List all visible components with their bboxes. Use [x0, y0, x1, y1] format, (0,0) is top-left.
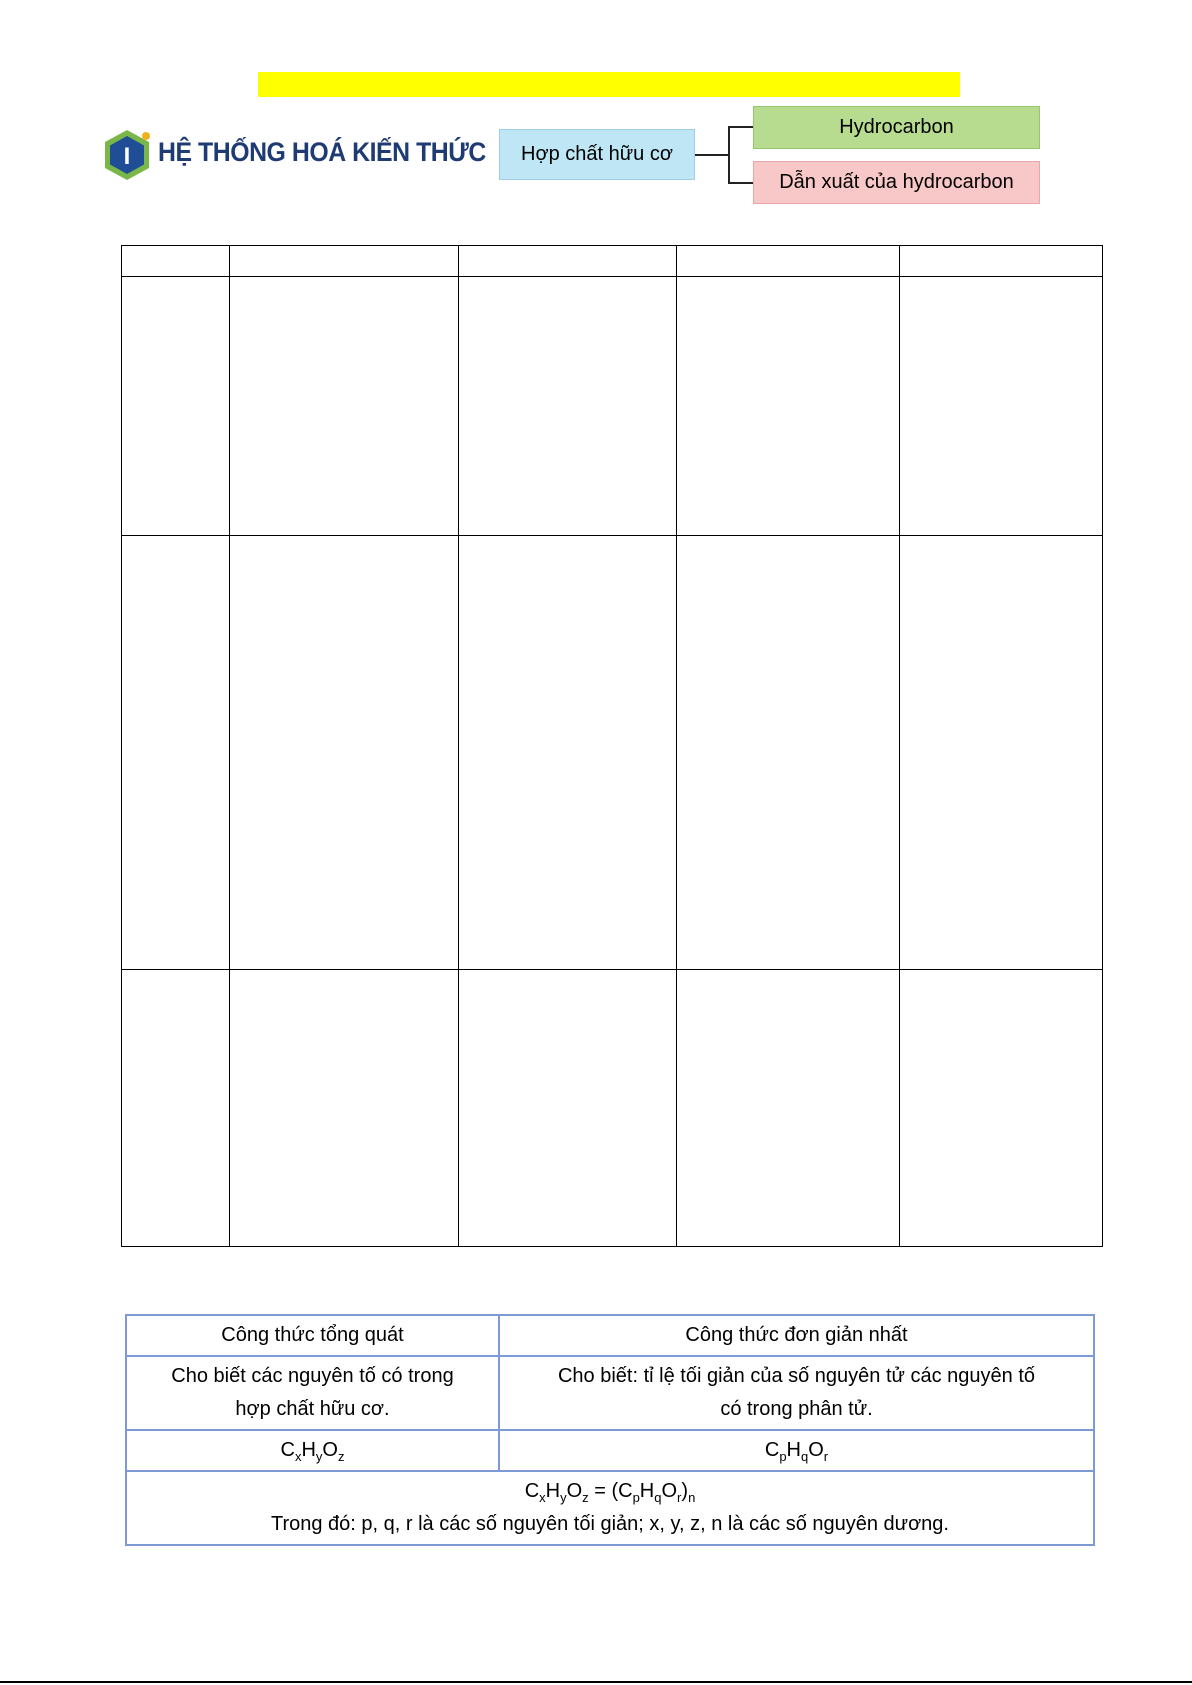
general-formula: $C_xH_yO_z$: [126, 1430, 499, 1471]
table-row: [126, 1430, 1094, 1471]
table-cell: [122, 246, 230, 277]
section-title: HỆ THỐNG HOÁ KIẾN THỨC: [158, 137, 486, 167]
table-row: [126, 1471, 1094, 1545]
simplest-formula-header: Công thức đơn giản nhất: [499, 1315, 1094, 1356]
empty-summary-table: [121, 245, 1103, 1247]
table-cell: [122, 277, 230, 536]
connector-horizontal: [695, 154, 729, 156]
desc-line: Cho biết: tỉ lệ tối giản của số nguyên tử các nguyên tố: [557, 1365, 1036, 1387]
general-formula-header: Công thức tổng quát: [126, 1315, 499, 1356]
desc-line: Cho biết các nguyên tố có trong: [171, 1365, 454, 1387]
formula-relation-cell: [126, 1471, 1094, 1545]
highlight-bar: [258, 72, 960, 97]
table-cell: [459, 277, 677, 536]
general-formula-description: [126, 1356, 499, 1430]
table-row: [126, 1315, 1094, 1356]
simplest-formula-description: [499, 1356, 1094, 1430]
table-cell: [677, 536, 900, 970]
tree-branch-derivative: Dẫn xuất của hydrocarbon: [753, 161, 1040, 204]
table-cell: [230, 246, 459, 277]
table-cell: [230, 536, 459, 970]
formula-table: [125, 1314, 1095, 1546]
desc-line: có trong phân tử.: [720, 1398, 873, 1420]
table-row: [122, 246, 1103, 277]
table-row: [126, 1356, 1094, 1430]
table-row: [122, 970, 1103, 1247]
table-cell: [122, 536, 230, 970]
table-cell: [230, 970, 459, 1247]
table-cell: [900, 536, 1103, 970]
formula-note: Trong đó: p, q, r là các số nguyên tối giản; x, y, z, n là các số nguyên dương.: [271, 1513, 949, 1535]
table-cell: [459, 536, 677, 970]
connector-vertical: [728, 126, 730, 183]
table-cell: [677, 246, 900, 277]
table-row: [122, 277, 1103, 536]
connector-bottom: [728, 182, 753, 184]
table-cell: [230, 277, 459, 536]
table-cell: [900, 246, 1103, 277]
table-cell: [459, 970, 677, 1247]
page-bottom-rule: [0, 1681, 1192, 1683]
tree-root-box: Hợp chất hữu cơ: [499, 129, 695, 180]
table-row: [122, 536, 1103, 970]
simplest-formula: $C_pH_qO_r$: [499, 1430, 1094, 1471]
table-cell: [677, 277, 900, 536]
formula-relation: $C_xH_yO_z = (C_pH_qO_r)_n$: [524, 1480, 696, 1505]
table-cell: [459, 246, 677, 277]
table-cell: [677, 970, 900, 1247]
hexagon-badge-icon: [100, 128, 154, 182]
badge-letter: I: [123, 143, 131, 170]
tree-branch-hydrocarbon: Hydrocarbon: [753, 106, 1040, 149]
table-cell: [900, 970, 1103, 1247]
table-cell: [900, 277, 1103, 536]
table-cell: [122, 970, 230, 1247]
connector-top: [728, 126, 753, 128]
desc-line: hợp chất hữu cơ.: [235, 1398, 390, 1420]
